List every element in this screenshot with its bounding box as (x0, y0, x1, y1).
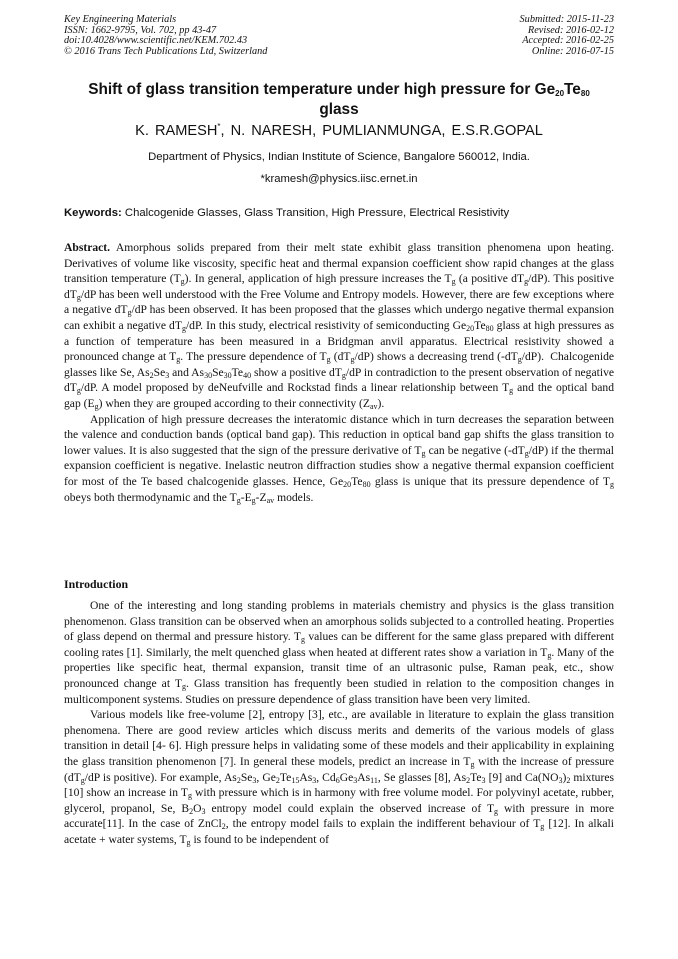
corresponding-email: *kramesh@physics.iisc.ernet.in (260, 173, 418, 185)
paper-title: Shift of glass transition temperature under high pressure for $Ge_{20}Te_{80}$ glass (88, 81, 590, 118)
abstract (64, 240, 614, 505)
introduction-body (64, 598, 614, 848)
author-list: K. RAMESH*, N. NARESH, PUMLIANMUNGA, E.S.R.GOPAL (135, 122, 543, 139)
journal-name: Key Engineering Materials (64, 14, 177, 25)
abstract-paragraph-1: Abstract. Amorphous solids prepared from their melt state exhibit glass transition phenomena upon heating. Derivatives of volume like viscosity, specific heat and thermal expansion coefficient show rapid changes at the glass transition temperature $(T_g)$. In general, application of high pressure increases the $T_g$ (a positive $dT_g/dP$). This positive $dT_g/dP$ has been well understood with the Free Volume and Entropy models. However, there are few exceptions where a negative $dT_g/dP$ has been observed. It has been proposed that the glasses which undergo negative thermal expansion can exhibit a negative $dT_g/dP$. In this study, electrical resistivity of semiconducting $Ge_{20}Te_{80}$ glass at high pressures as a function of temperature has been measured in a Bridgman anvil apparatus. Electrical resistivity showed a pronounced change at $T_g$. The pressure dependence of $T_g$ $(dT_g/dP)$ shows a decreasing trend $(-dT_g/dP)$. Chalcogenide glasses like Se, $As_2Se_3$ and $As_{30}Se_{30}Te_{40}$ show a positive $dT_g/dP$ in contradiction to the present observation of negative $dT_g/dP$. A model proposed by deNeufville and Rockstad finds a linear relationship between $T_g$ and the optical band gap $(E_g)$ when they are grouped according to their connectivity $(Z_{av})$. (64, 241, 615, 411)
date-submitted: Submitted: 2015-11-23 (519, 14, 614, 25)
introduction-heading: Introduction (64, 577, 129, 591)
journal-issn: ISSN: 1662-9795, Vol. 702, pp 43-47 (64, 24, 217, 36)
publication-dates (520, 15, 614, 57)
intro-paragraph-2: Various models like free-volume [2], entropy [3], etc., are available in literature to explain the glass transition phenomena. There are good review articles which discuss merits and demerits of the various models of glass transition in detail [4- 6]. High pressure helps in validating some of these models and their applicability in explaining the glass transition phenomenon [7]. In general these models, predict an increase in $T_g$ with the increase of pressure ($dT_g/dP$ is positive). For example, $As_2Se_3$, $Ge_2Te_{15}As_3$, $Cd_6Ge_3As_{11}$, Se glasses [8], $As_2Te_3$ [9] and $Ca(NO_3)_2$ mixtures [10] show an increase in $T_g$ with pressure which is in harmony with free volume model. For polyvinyl acetate, rubber, glycerol, propanol, Se, $B_2O_3$ entropy model could explain the observed increase of $T_g$ with pressure in more accurate[11]. In the case of ZnCl$_2$, the entropy model fails to explain the indifferent behaviour of $T_g$ [12]. In alkali acetate + water systems, $T_g$ is found to be independent of (64, 708, 615, 847)
journal-copyright: © 2016 Trans Tech Publications Ltd, Switzerland (64, 45, 268, 57)
keywords: Keywords: Chalcogenide Glasses, Glass Transition, High Pressure, Electrical Resistivity (64, 207, 510, 219)
journal-info (64, 15, 267, 57)
journal-doi: doi:10.4028/www.scientific.net/KEM.702.43 (64, 35, 248, 47)
abstract-paragraph-2: Application of high pressure decreases the interatomic distance which in turn decreases the separation between the valence and conduction bands (optical band gap). This reduction in optical band gap shifts the glass transition to lower values. It is also suggested that the sign of the pressure derivative of $T_g$ can be negative $(-dT_g/dP)$ if the thermal expansion coefficient is negative. Inelastic neutron diffraction studies show a negative thermal expansion coefficient for most of the Te based chalcogenide glasses. Hence, $Ge_{20}Te_{80}$ glass is unique that its pressure dependence of $T_g$ obeys both thermodynamic and the $T_g-E_g-Z_{av}$ models. (64, 412, 614, 505)
date-online: Online: 2016-07-15 (531, 45, 614, 57)
intro-paragraph-1: One of the interesting and long standing problems in materials chemistry and physics is the glass transition phenomenon. Glass transition can be observed when an amorphous solids subjected to a controlled heating. Properties of glass depend on thermal and pressure history. $T_g$ values can be different for the same glass prepared with different cooling rates [1]. Similarly, the melt quenched glass when heated at different rates show a variation in $T_g$. Many of the properties like specific heat, thermal expansion, transit time of an ultrasonic pulse, Raman peak, etc., show pronounced change at $T_g$. Glass transition has frequently been studied in relation to the composition changes in multicomponent systems. Studies on pressure dependence of glass transition have been very limited. (64, 599, 614, 706)
affiliation: Department of Physics, Indian Institute of Science, Bangalore 560012, India. (148, 151, 530, 163)
date-accepted: Accepted: 2016-02-25 (522, 35, 614, 47)
date-revised: Revised: 2016-02-12 (527, 24, 614, 36)
